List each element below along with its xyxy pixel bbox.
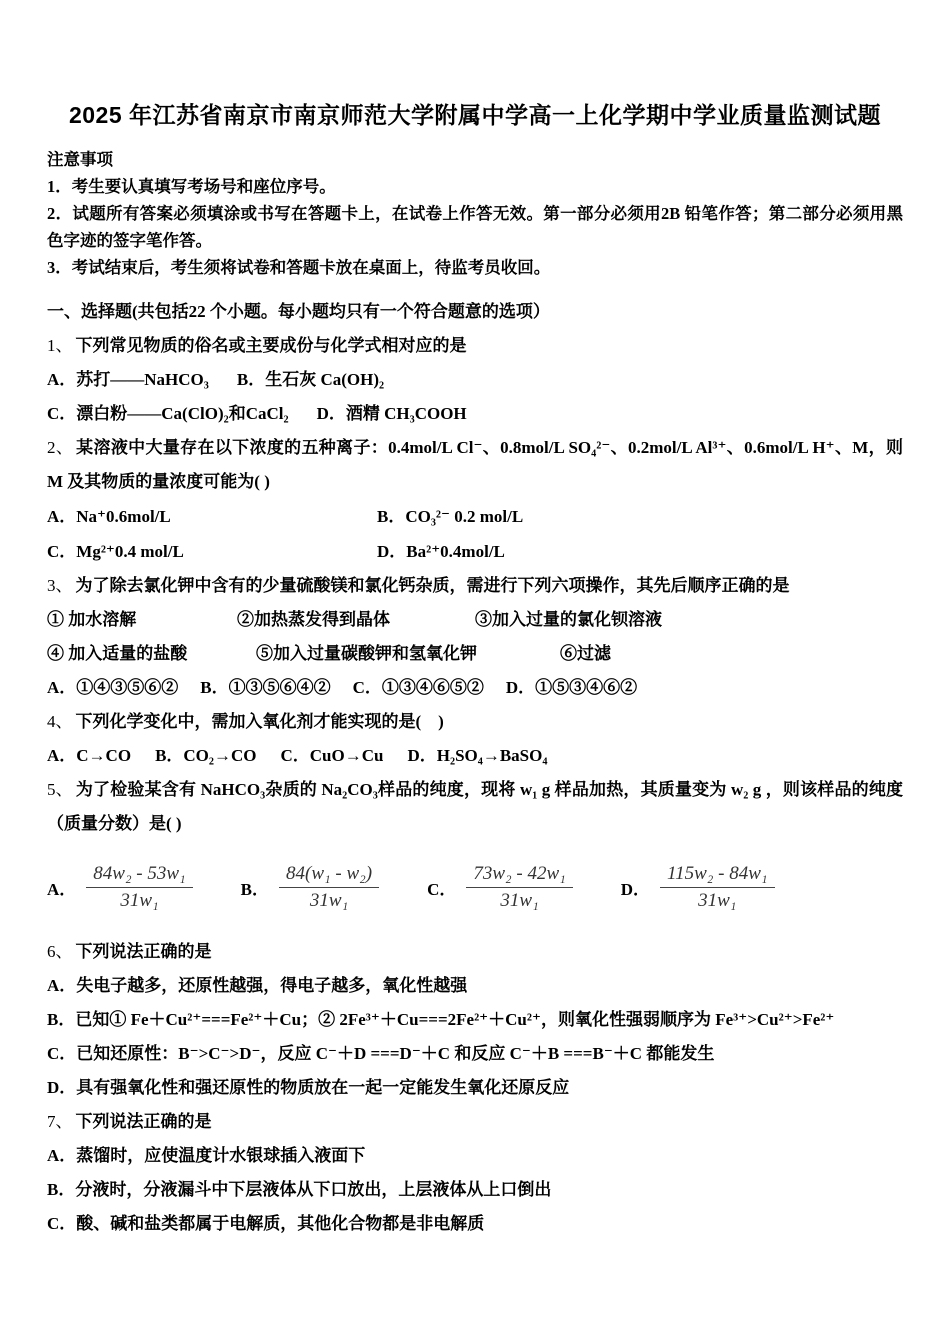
- question-1-text: 下列常见物质的俗名或主要成份与化学式相对应的是: [75, 336, 467, 355]
- option-6c: C．已知还原性：B⁻>C⁻>D⁻，反应 C⁻＋D ===D⁻＋C 和反应 C⁻＋B ===B⁻＋C 都能发生: [47, 1044, 715, 1063]
- question-1: [47, 329, 903, 363]
- step-4: ④ 加入适量的盐酸: [47, 644, 188, 663]
- question-6-text: 下列说法正确的是: [75, 942, 212, 961]
- fraction-numerator: 73w₂ - 42w₁: [466, 863, 572, 888]
- question-4: [47, 705, 903, 739]
- option-5d-fraction: [660, 863, 774, 912]
- fraction-denominator: 31w₁: [120, 889, 159, 911]
- option-6a: A．失电子越多，还原性越强，得电子越多，氧化性越强: [47, 976, 468, 995]
- question-5-number: 5、: [47, 780, 73, 799]
- fraction-denominator: 31w₁: [698, 889, 737, 911]
- question-7-text: 下列说法正确的是: [75, 1112, 212, 1131]
- option-2a: A．Na⁺0.6mol/L: [47, 507, 171, 526]
- option-3d: D．①⑤③④⑥②: [505, 678, 638, 697]
- step-1: ① 加水溶解: [47, 610, 137, 629]
- step-5: ⑤加入过量碳酸钾和氢氧化钾: [256, 644, 477, 663]
- option-1a: A．苏打——NaHCO₃: [47, 370, 209, 389]
- question-3: [47, 569, 903, 603]
- option-5c-label: C．: [427, 879, 457, 899]
- option-5b-label: B．: [240, 879, 270, 899]
- fraction-numerator: 84w₂ - 53w₁: [86, 863, 192, 888]
- fraction-denominator: 31w₁: [500, 889, 539, 911]
- question-3-steps-row-2: [47, 637, 903, 671]
- option-4c: C．CuO→Cu: [280, 746, 384, 765]
- option-1d: D．酒精 CH₃COOH: [316, 404, 467, 423]
- option-4d: D．H₂SO₄→BaSO₄: [407, 746, 548, 765]
- question-1-options-row-2: [47, 397, 903, 431]
- option-2b: B．CO₃²⁻ 0.2 mol/L: [377, 507, 524, 526]
- question-2-text: 某溶液中大量存在以下浓度的五种离子：0.4mol/L Cl⁻、0.8mol/L SO₄²⁻、0.2mol/L Al³⁺、0.6mol/L H⁺、M，则 M 及其物质的量浓度可能为( ): [47, 438, 903, 491]
- option-1c: C．漂白粉——Ca(ClO)₂和CaCl₂: [47, 404, 289, 423]
- option-7c: C．酸、碱和盐类都属于电解质，其他化合物都是非电解质: [47, 1214, 485, 1233]
- option-5a: [47, 863, 193, 912]
- question-2: [47, 431, 903, 499]
- question-5: [47, 773, 903, 841]
- note-item-3: 3．考试结束后，考生须将试卷和答题卡放在桌面上，待监考员收回。: [47, 258, 551, 277]
- option-6d: D．具有强氧化性和强还原性的物质放在一起一定能发生氧化还原反应: [47, 1078, 570, 1097]
- fraction-numerator: 84(w₁ - w₂): [279, 863, 379, 888]
- exam-notes: [47, 146, 903, 281]
- option-3b: B．①③⑤⑥④②: [200, 678, 331, 697]
- question-6-number: 6、: [47, 942, 73, 961]
- notes-header: 注意事项: [47, 150, 113, 169]
- option-3a: A．①④③⑤⑥②: [47, 678, 179, 697]
- option-5c: [427, 863, 573, 912]
- question-3-number: 3、: [47, 576, 73, 595]
- note-item-1: 1．考生要认真填写考场号和座位序号。: [47, 177, 336, 196]
- question-4-options: [47, 739, 903, 773]
- option-2d: D．Ba²⁺0.4mol/L: [377, 542, 505, 561]
- option-5c-fraction: [466, 863, 572, 912]
- step-3: ③加入过量的氯化钡溶液: [475, 610, 662, 629]
- question-5-text: 为了检验某含有 NaHCO₃杂质的 Na₂CO₃样品的纯度，现将 w₁ g 样品加热，其质量变为 w₂ g ，则该样品的纯度（质量分数）是( ): [47, 780, 904, 833]
- option-1b: B．生石灰 Ca(OH)₂: [236, 370, 385, 389]
- question-1-options-row-1: [47, 363, 903, 397]
- option-5b: [241, 863, 379, 912]
- fraction-numerator: 115w₂ - 84w₁: [660, 863, 774, 888]
- question-5-options: [47, 849, 903, 925]
- option-4b: B．CO₂→CO: [155, 746, 257, 765]
- option-5d-label: D．: [620, 879, 651, 899]
- question-4-number: 4、: [47, 712, 73, 731]
- question-6: [47, 935, 903, 969]
- option-5d: [621, 863, 775, 912]
- question-4-text: 下列化学变化中，需加入氧化剂才能实现的是( ): [75, 712, 444, 731]
- option-5a-label: A．: [47, 879, 77, 899]
- question-2-options: [47, 499, 903, 569]
- question-2-number: 2、: [47, 438, 74, 457]
- option-3c: C．①③④⑥⑤②: [352, 678, 484, 697]
- exam-title: 2025 年江苏省南京市南京师范大学附属中学高一上化学期中学业质量监测试题: [68, 102, 882, 128]
- option-7b: B．分液时，分液漏斗中下层液体从下口放出，上层液体从上口倒出: [47, 1180, 552, 1199]
- step-2: ②加热蒸发得到晶体: [237, 610, 390, 629]
- fraction-denominator: 31w₁: [309, 889, 349, 911]
- option-7a: A．蒸馏时，应使温度计水银球插入液面下: [47, 1146, 366, 1165]
- question-3-text: 为了除去氯化钾中含有的少量硫酸镁和氯化钙杂质，需进行下列六项操作，其先后顺序正确的是: [75, 576, 790, 595]
- option-5a-fraction: [86, 863, 192, 912]
- step-6: ⑥过滤: [560, 644, 611, 663]
- section-1-header: 一、选择题(共包括22 个小题。每小题均只有一个符合题意的选项）: [47, 302, 550, 321]
- option-4a: A．C→CO: [47, 746, 132, 765]
- question-3-steps-row-1: [47, 603, 903, 637]
- option-6b: B．已知① Fe＋Cu²⁺===Fe²⁺＋Cu；② 2Fe³⁺＋Cu===2Fe²⁺＋Cu²⁺，则氧化性强弱顺序为 Fe³⁺>Cu²⁺>Fe²⁺: [47, 1010, 835, 1029]
- option-5b-fraction: [279, 863, 379, 912]
- question-3-answers: [47, 671, 903, 705]
- note-item-2: 2．试题所有答案必须填涂或书写在答题卡上，在试卷上作答无效。第一部分必须用2B 铅笔作答；第二部分必须用黑色字迹的签字笔作答。: [47, 204, 903, 250]
- option-2c: C．Mg²⁺0.4 mol/L: [47, 542, 184, 561]
- question-7-number: 7、: [47, 1112, 73, 1131]
- question-1-number: 1、: [47, 336, 73, 355]
- question-7: [47, 1105, 903, 1139]
